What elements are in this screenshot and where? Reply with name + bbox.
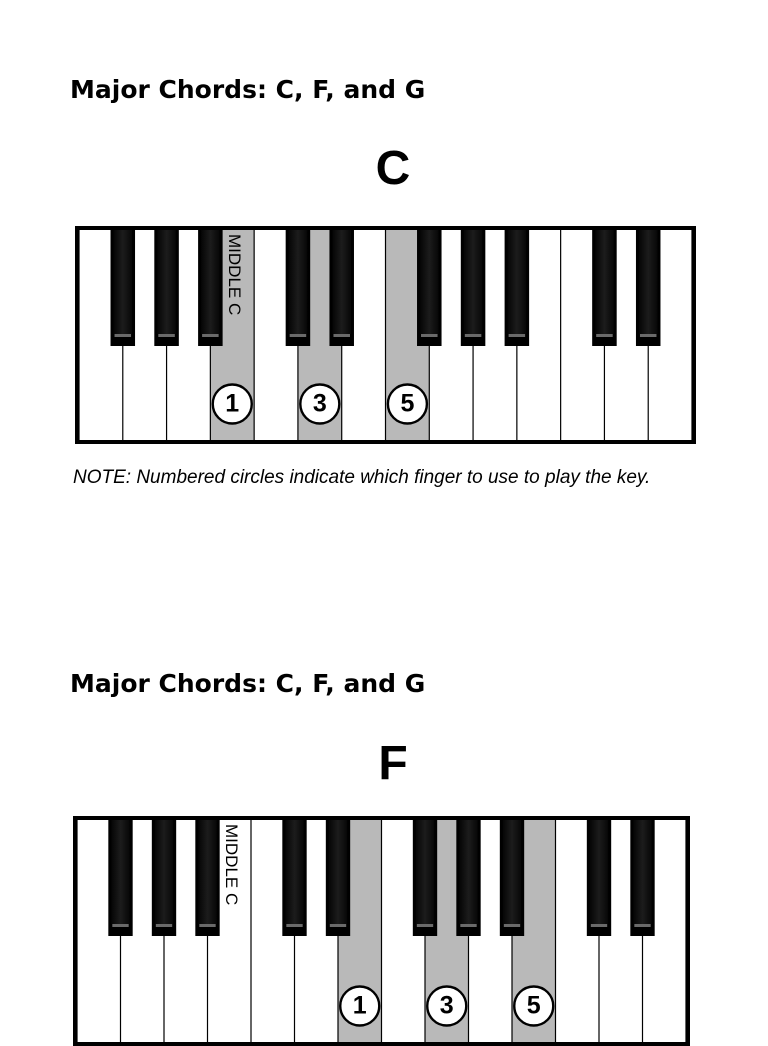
black-key [108, 820, 132, 936]
black-key [152, 820, 176, 936]
black-key [417, 230, 442, 346]
finger-number-circle [388, 385, 427, 424]
black-key [286, 230, 311, 346]
black-key [329, 230, 354, 346]
middle-c-label: MIDDLE C [224, 234, 244, 316]
black-key [282, 820, 306, 936]
middle-c-label: MIDDLE C [221, 824, 241, 906]
black-key [413, 820, 437, 936]
black-key [505, 230, 530, 346]
black-key [630, 820, 654, 936]
black-key [456, 820, 480, 936]
finger-number-circle [340, 987, 379, 1026]
finger-number: 3 [439, 991, 454, 1020]
piano-keyboard-c [75, 226, 696, 444]
chord-label: F [378, 737, 408, 790]
finger-number: 1 [352, 991, 367, 1020]
black-key [326, 820, 350, 936]
finger-number: 5 [526, 991, 541, 1020]
finger-number: 3 [312, 389, 327, 418]
black-key [111, 230, 136, 346]
finger-number: 5 [400, 389, 415, 418]
chord-label: C [375, 142, 411, 195]
finger-number: 1 [225, 389, 240, 418]
finger-note: NOTE: Numbered circles indicate which finger to use to play the key. [73, 467, 651, 488]
black-key [587, 820, 611, 936]
black-key [461, 230, 486, 346]
finger-number-circle [213, 385, 252, 424]
finger-number-circle [514, 987, 553, 1026]
page-heading: Major Chords: C, F, and G [70, 75, 426, 104]
finger-number-circle [427, 987, 466, 1026]
page-heading: Major Chords: C, F, and G [70, 669, 426, 698]
piano-keyboard-f [73, 816, 690, 1046]
black-key [195, 820, 219, 936]
black-key [500, 820, 524, 936]
finger-number-circle [300, 385, 339, 424]
black-key [636, 230, 661, 346]
black-key [592, 230, 617, 346]
black-key [154, 230, 179, 346]
black-key [198, 230, 223, 346]
